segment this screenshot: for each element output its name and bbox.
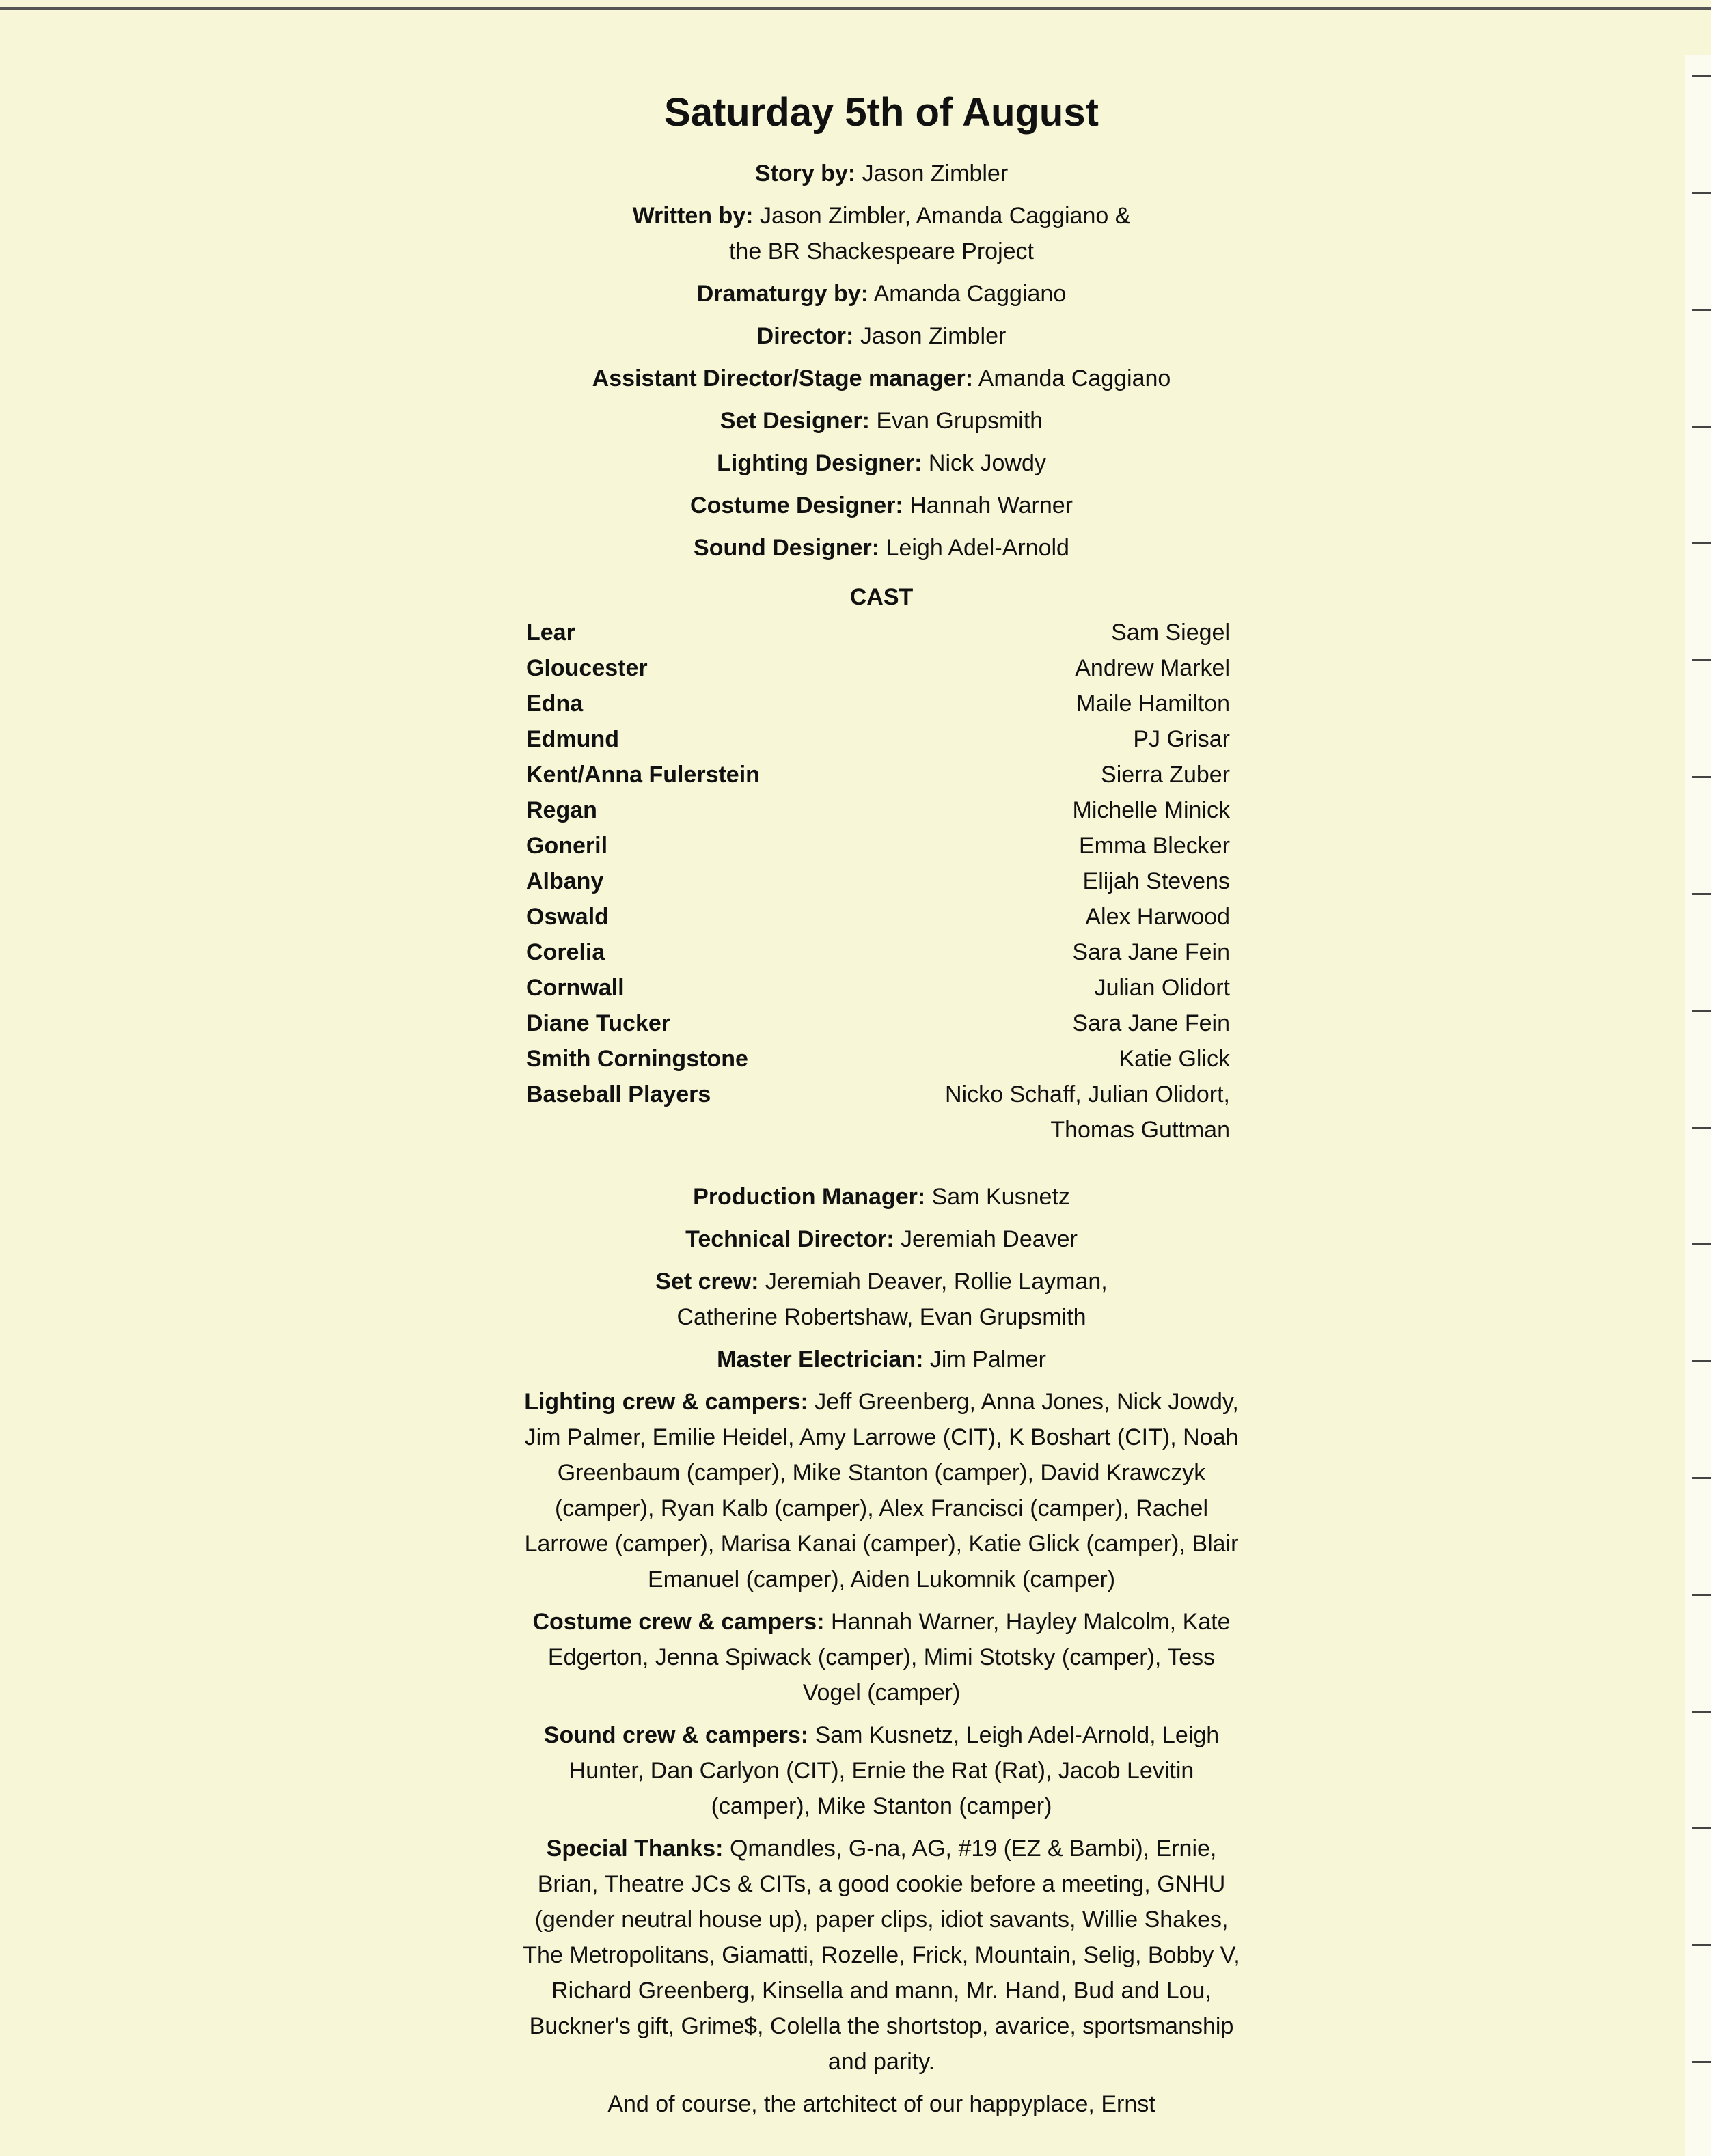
cast-actor: Sara Jane Fein	[1072, 1010, 1230, 1036]
edge-tick	[1692, 75, 1711, 77]
cast-character: Lear	[526, 620, 575, 646]
cast-actor: Sierra Zuber	[1101, 762, 1230, 788]
credit-role: Special Thanks:	[546, 1836, 724, 1862]
credit-role: Sound Designer:	[694, 535, 880, 561]
credit-dramaturgy	[519, 276, 1244, 312]
cast-character: Edmund	[526, 726, 619, 752]
crew-credits	[519, 1179, 1244, 2122]
credit-role: Master Electrician:	[717, 1346, 924, 1372]
cast-actor: Andrew Markel	[1075, 655, 1230, 681]
credit-role: Set Designer:	[720, 408, 870, 434]
credit-assistant-director	[519, 361, 1244, 396]
cut-off-line: And of course, the artchitect of our happyplace, Ernst	[607, 2091, 1155, 2117]
credit-names: Jason Zimbler	[860, 323, 1007, 349]
credit-costume-designer	[519, 488, 1244, 523]
credit-names: Jeremiah Deaver	[901, 1226, 1078, 1252]
credit-special-thanks	[519, 1831, 1244, 2079]
cast-row	[526, 863, 1230, 899]
cast-character: Kent/Anna Fulerstein	[526, 762, 760, 788]
credit-role: Set crew:	[655, 1269, 759, 1295]
cast-character: Albany	[526, 868, 604, 894]
credit-role: Costume Designer:	[690, 493, 903, 519]
cast-character: Edna	[526, 691, 584, 717]
credit-technical-director	[519, 1221, 1244, 1257]
edge-tick	[1692, 2061, 1711, 2063]
credit-role: Lighting crew & campers:	[524, 1389, 808, 1415]
credit-role: Director:	[756, 323, 854, 349]
cast-row	[526, 650, 1230, 686]
edge-tick	[1692, 1243, 1711, 1245]
cast-actor: Michelle Minick	[1072, 797, 1230, 823]
edge-tick	[1692, 1127, 1711, 1129]
cast-row	[526, 615, 1230, 650]
cast-row	[526, 899, 1230, 935]
credit-role: Costume crew & campers:	[532, 1609, 825, 1635]
cast-heading: CAST	[849, 584, 914, 610]
edge-tick	[1692, 1477, 1711, 1479]
cast-row	[526, 970, 1230, 1006]
cast-actor: Emma Blecker	[1078, 833, 1230, 859]
cast-actor: Julian Olidort	[1094, 975, 1230, 1001]
credit-director	[519, 318, 1244, 354]
edge-tick	[1692, 309, 1711, 311]
credit-names: Amanda Caggiano	[978, 365, 1171, 391]
edge-tick	[1692, 1711, 1711, 1713]
credit-names: Jason Zimbler, Amanda Caggiano & the BR Shackespeare Project	[728, 203, 1131, 264]
credit-names: Qmandles, G-na, AG, #19 (EZ & Bambi), Ernie, Brian, Theatre JCs & CITs, a good cookie before a meeting, GNHU (gender neutral house up), paper clips, idiot savants, Willie Shakes, The Metropolitans, Giamatti, Rozelle, Frick, Mountain, Selig, Bobby V, Richard Greenberg, Kinsella and mann, Mr. Hand, Bud and Lou, Buckner's gift, Grime$, Colella the shortstop, avarice, sportsmanship and parity.	[523, 1836, 1240, 2075]
cast-actor: PJ Grisar	[1133, 726, 1230, 752]
credit-names: Nick Jowdy	[928, 450, 1046, 476]
edge-tick	[1692, 659, 1711, 661]
cast-row	[526, 1077, 1230, 1148]
cast-actor: Katie Glick	[1119, 1046, 1230, 1072]
edge-tick	[1692, 1944, 1711, 1946]
cast-character: Goneril	[526, 833, 608, 859]
cast-character: Regan	[526, 797, 597, 823]
credit-sound-designer	[519, 530, 1244, 566]
credit-story	[519, 156, 1244, 191]
credit-role: Lighting Designer:	[717, 450, 922, 476]
cast-character: Cornwall	[526, 975, 625, 1001]
edge-tick	[1692, 1360, 1711, 1362]
cast-character: Gloucester	[526, 655, 648, 681]
credit-names: Hannah Warner	[909, 493, 1073, 519]
cast-character: Baseball Players	[526, 1081, 711, 1107]
page-title: Saturday 5th of August	[664, 90, 1099, 135]
credit-names: Jeremiah Deaver, Rollie Layman, Catherine Robertshaw, Evan Grupsmith	[676, 1269, 1108, 1330]
cast-actor: Nicko Schaff, Julian Olidort, Thomas Guttman	[945, 1081, 1230, 1143]
credit-names: Jeff Greenberg, Anna Jones, Nick Jowdy, Jim Palmer, Emilie Heidel, Amy Larrowe (CIT), K Boshart (CIT), Noah Greenbaum (camper), Mike Stanton (camper), David Krawczyk (camper), Ryan Kalb (camper), Alex Francisci (camper), Rachel Larrowe (camper), Marisa Kanai (camper), Katie Glick (camper), Blair Emanuel (camper), Aiden Lukomnik (camper)	[524, 1389, 1239, 1592]
cast-character: Corelia	[526, 939, 605, 965]
edge-tick	[1692, 542, 1711, 544]
edge-tick	[1692, 1010, 1711, 1012]
cast-actor: Elijah Stevens	[1082, 868, 1230, 894]
credit-master-electrician	[519, 1342, 1244, 1377]
edge-tick	[1692, 426, 1711, 428]
credit-names: Hannah Warner, Hayley Malcolm, Kate Edgerton, Jenna Spiwack (camper), Mimi Stotsky (camper), Tess Vogel (camper)	[547, 1609, 1231, 1706]
credit-sound-crew	[519, 1717, 1244, 1824]
cast-character: Diane Tucker	[526, 1010, 671, 1036]
credit-names: Amanda Caggiano	[873, 281, 1067, 307]
cast-row	[526, 721, 1230, 757]
cast-row	[526, 757, 1230, 792]
credit-production-manager	[519, 1179, 1244, 1215]
top-scan-edge	[0, 7, 1711, 10]
credit-costume-crew	[519, 1604, 1244, 1711]
credit-names: Evan Grupsmith	[876, 408, 1043, 434]
cast-actor: Maile Hamilton	[1076, 691, 1230, 717]
credit-role: Technical Director:	[685, 1226, 894, 1252]
cast-row	[526, 828, 1230, 863]
cast-row	[526, 686, 1230, 721]
credit-set-designer	[519, 403, 1244, 439]
credit-names: Sam Kusnetz, Leigh Adel-Arnold, Leigh Hunter, Dan Carlyon (CIT), Ernie the Rat (Rat), Jacob Levitin (camper), Mike Stanton (camper)	[569, 1722, 1220, 1819]
cast-actor: Sara Jane Fein	[1072, 939, 1230, 965]
credit-names: Sam Kusnetz	[931, 1184, 1070, 1210]
credit-names: Leigh Adel-Arnold	[886, 535, 1069, 561]
cast-row	[526, 1041, 1230, 1077]
credit-role: Sound crew & campers:	[543, 1722, 809, 1748]
edge-tick	[1692, 893, 1711, 895]
cast-character: Smith Corningstone	[526, 1046, 748, 1072]
credit-names: Jason Zimbler	[862, 161, 1009, 186]
credit-set-crew	[519, 1264, 1244, 1335]
cast-row	[526, 935, 1230, 970]
cast-actor: Sam Siegel	[1111, 620, 1230, 646]
cast-character: Oswald	[526, 904, 609, 930]
cast-row	[526, 1006, 1230, 1041]
credit-role: Dramaturgy by:	[696, 281, 869, 307]
program-page	[519, 82, 1244, 2129]
page-edge-strip	[1685, 55, 1711, 2156]
credit-role: Written by:	[632, 203, 754, 229]
credit-role: Story by:	[754, 161, 856, 186]
production-credits	[519, 156, 1244, 566]
cast-list	[526, 615, 1230, 1148]
edge-tick	[1692, 776, 1711, 778]
credit-written	[519, 198, 1244, 269]
edge-tick	[1692, 1827, 1711, 1829]
edge-tick	[1692, 1594, 1711, 1596]
edge-tick	[1692, 192, 1711, 194]
credit-role: Production Manager:	[693, 1184, 926, 1210]
credit-lighting-crew	[519, 1384, 1244, 1597]
cast-actor: Alex Harwood	[1085, 904, 1230, 930]
credit-lighting-designer	[519, 445, 1244, 481]
credit-role: Assistant Director/Stage manager:	[592, 365, 974, 391]
credit-names: Jim Palmer	[929, 1346, 1046, 1372]
cast-row	[526, 792, 1230, 828]
